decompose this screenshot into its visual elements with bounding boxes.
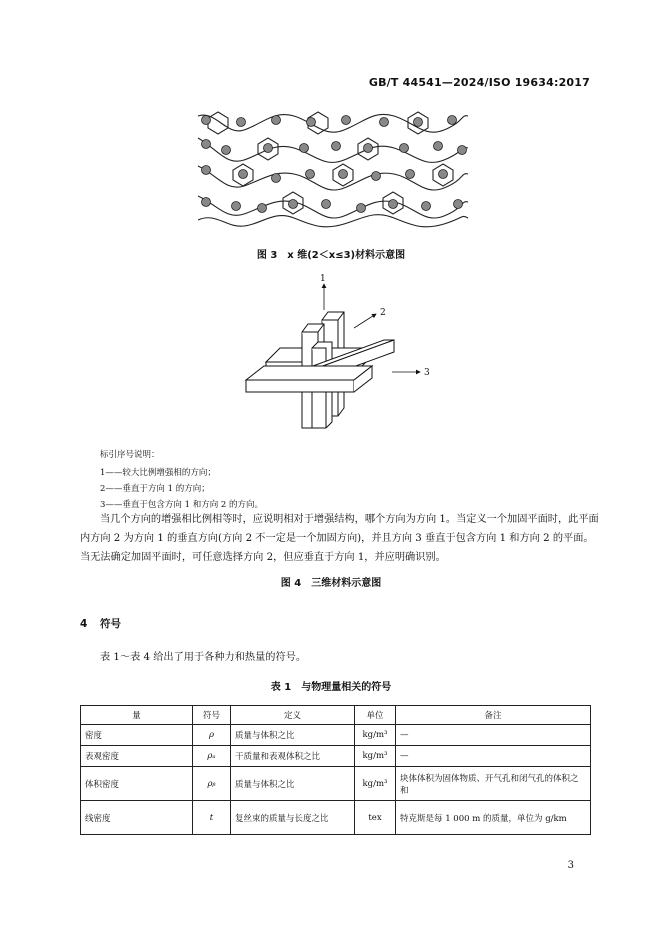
table-cell: 复丝束的质量与长度之比 (231, 801, 355, 835)
table-cell: — (396, 746, 591, 767)
table1-caption: 表 1 与物理量相关的符号 (270, 682, 392, 693)
table-cell: 干质量和表观体积之比 (231, 746, 355, 767)
table-cell: 表观密度 (81, 746, 193, 767)
header-cell: 定义 (231, 706, 355, 725)
figure4-3d-diagram (236, 270, 436, 446)
legend-item: 3——垂直于包含方向 1 和方向 2 的方向。 (100, 500, 264, 510)
table-row (81, 725, 591, 746)
section-intro: 表 1～表 4 给出了用于各种力和热量的符号。 (100, 652, 307, 663)
axis-label-2: 2 (380, 308, 386, 318)
table-row (81, 767, 591, 801)
table-cell: 密度 (81, 725, 193, 746)
figure4-caption: 图 4 三维材料示意图 (280, 578, 382, 589)
page-number: 3 (567, 860, 574, 871)
table-cell: ρₐ (193, 746, 231, 767)
table-cell: 块体体积为固体物质、开气孔和闭气孔的体积之和 (396, 767, 591, 801)
figure3-weave-diagram (196, 108, 470, 232)
header-cell: 备注 (396, 706, 591, 725)
table-cell: kg/m³ (355, 767, 396, 801)
table1 (80, 705, 591, 835)
section-number: 4 (80, 618, 88, 630)
header-cell: 符号 (193, 706, 231, 725)
legend-item: 2——垂直于方向 1 的方向； (100, 484, 210, 494)
table-cell: kg/m³ (355, 746, 396, 767)
table-cell: 质量与体积之比 (231, 767, 355, 801)
figure4-paragraph: 当几个方向的增强相比例相等时，应说明相对于增强结构，哪个方向为方向 1。当定义一个加固平面时，此平面内方向 2 为方向 1 的垂直方向(方向 2 不一定是一个加固方向)，并且方向 3 垂直于包含方向 1 和方向 2 的平面。当无法确定加固平面时，可任意选择方向 2，但应垂直于方向 1，并应明确识别。 (80, 514, 599, 563)
table-cell: 质量与体积之比 (231, 725, 355, 746)
table-cell: ρᵦ (193, 767, 231, 801)
axis-label-3: 3 (424, 368, 430, 378)
figure3-caption: 图 3 x 维(2＜x≤3)材料示意图 (256, 250, 406, 261)
header-cell: 单位 (355, 706, 396, 725)
table-cell: 特克斯是每 1 000 m 的质量，单位为 g/km (396, 801, 591, 835)
table-row (81, 801, 591, 835)
legend-item: 1——较大比例增强相的方向； (100, 468, 216, 478)
table-cell: kg/m³ (355, 725, 396, 746)
section-heading (80, 616, 121, 631)
table-cell: t (193, 801, 231, 835)
table-header-row (81, 706, 591, 725)
header-cell: 量 (81, 706, 193, 725)
axis-label-1: 1 (320, 274, 326, 284)
table-cell: 线密度 (81, 801, 193, 835)
table-cell: tex (355, 801, 396, 835)
section-title: 符号 (100, 618, 121, 630)
table-cell: ρ (193, 725, 231, 746)
table-cell: — (396, 725, 591, 746)
table-cell: 体积密度 (81, 767, 193, 801)
standard-header: GB/T 44541—2024/ISO 19634:2017 (368, 76, 590, 89)
table-row (81, 746, 591, 767)
legend-title: 标引序号说明： (100, 450, 160, 460)
